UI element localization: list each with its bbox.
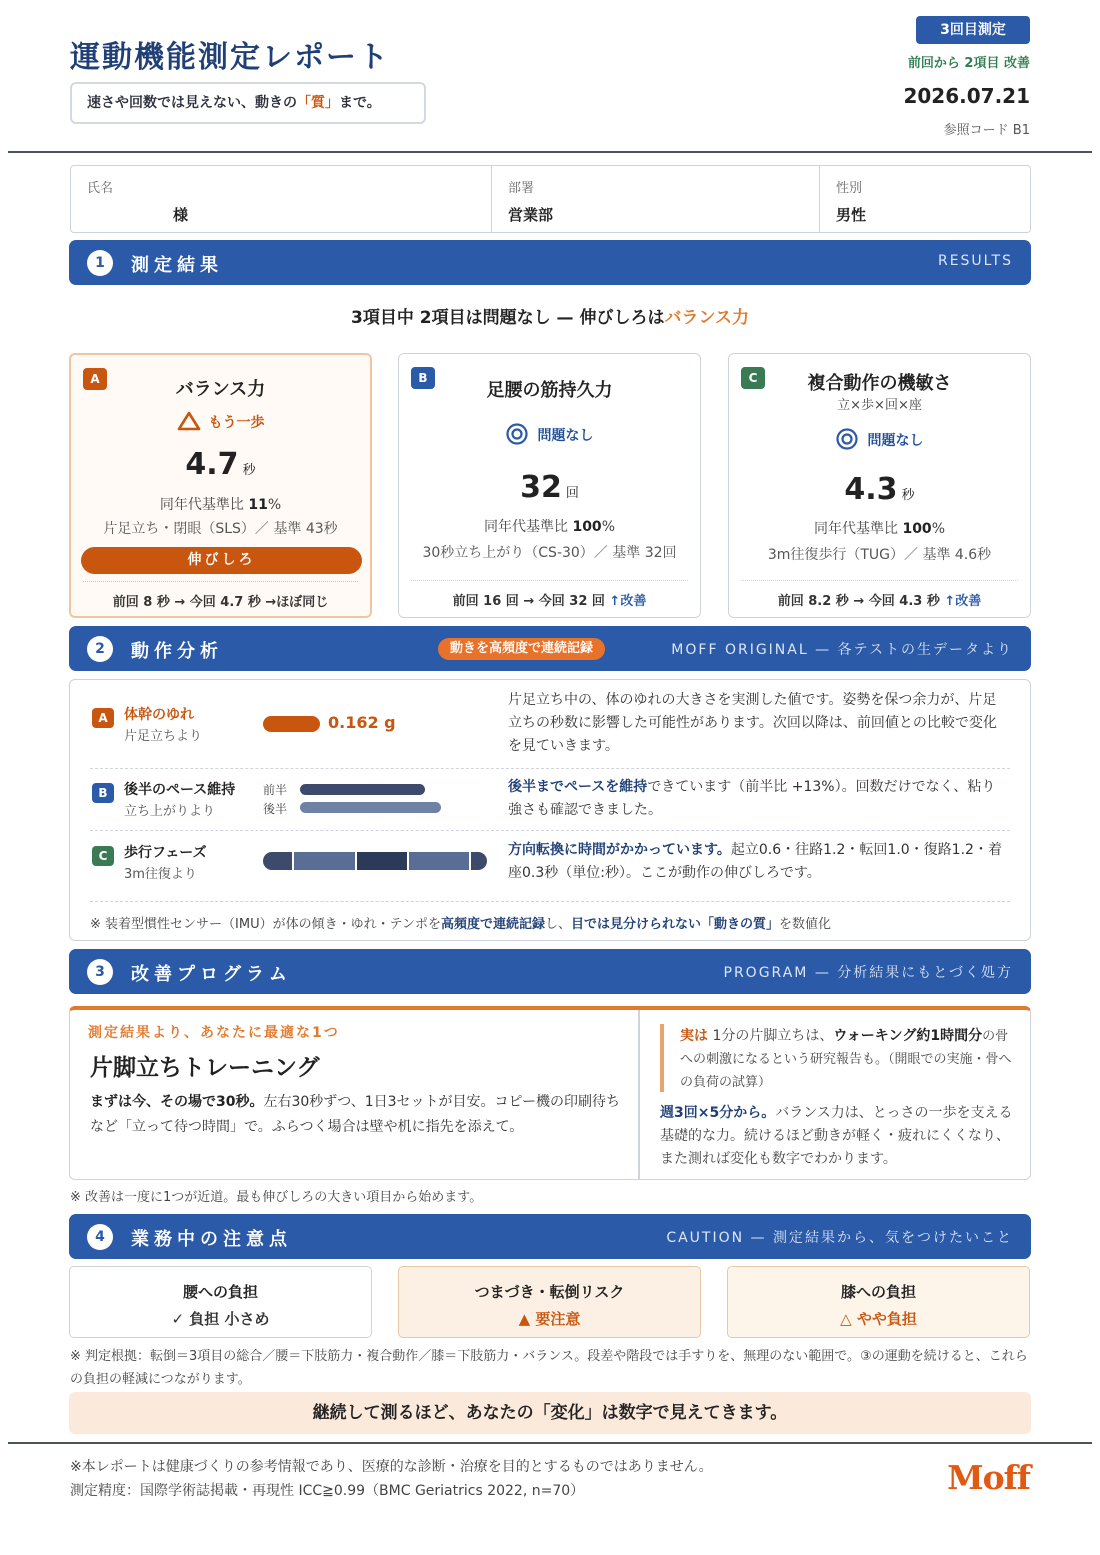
card-value (71, 447, 370, 482)
card-value-number: 32 (520, 470, 562, 505)
card-compare (729, 590, 1030, 609)
row-letter: C (92, 846, 114, 866)
card-title: 足腰の筋持久力 (486, 380, 613, 401)
disclaimer: ※本レポートは健康づくりの参考情報であり、医療的な診断・治療を目的とするものではありません。 (70, 1459, 713, 1475)
fact-emphasis: 実は (680, 1028, 708, 1044)
note-text-mid: し、 (544, 917, 571, 932)
section-caption: CAUTION — 測定結果から、気をつけたいこと (666, 1230, 1013, 1246)
caution-card-lower-back (69, 1266, 372, 1338)
personal-info-box (70, 165, 1031, 233)
compare-improved: ↑改善 (944, 594, 982, 609)
caution-status: △ やや負担 (840, 1310, 917, 1328)
row-source: 片足立ちより (124, 729, 203, 744)
ratio-unit: % (267, 497, 282, 513)
row-source: 3m往復より (124, 867, 197, 882)
name-cell (71, 166, 492, 232)
frequency-emphasis: 週3回×5分から。 (660, 1105, 776, 1121)
tagline-text-end: まで。 (339, 95, 381, 111)
ratio-value: 11 (248, 497, 268, 513)
ratio-label: 同年代基準比 (484, 519, 573, 535)
caution-title: 膝への負担 (840, 1283, 916, 1301)
card-letter: B (411, 367, 435, 389)
card-test: 片足立ち・閉眼（SLS）／ 基準 43秒 (103, 521, 338, 537)
caution-basis-note: ※ 判定根拠：転倒＝3項目の総合／腰＝下肢筋力・複合動作／膝＝下肢筋力・バランス。段差や階段では手すりを、無理のない範囲で。③の運動を続けると、これらの負担の軽減につながります。 (70, 1349, 1028, 1387)
card-letter: A (83, 368, 107, 390)
card-status-label: 問題なし (537, 428, 594, 444)
section-title: 改善プログラム (131, 964, 292, 985)
header-divider (8, 151, 1092, 153)
report-title: 運動機能測定レポート (70, 40, 390, 75)
sex-label: 性別 (836, 181, 863, 196)
row-letter: A (92, 708, 114, 728)
section-title: 測定結果 (131, 255, 223, 276)
section-number: 4 (87, 1224, 113, 1250)
section-caption: PROGRAM — 分析結果にもとづく処方 (723, 965, 1013, 981)
row-divider (90, 830, 1010, 831)
caution-status: ✓ 負担 小さめ (171, 1310, 270, 1328)
card-ratio (729, 518, 1030, 538)
section-number: 2 (87, 636, 113, 662)
target-circle-icon (506, 423, 528, 445)
card-value-number: 4.7 (185, 447, 239, 482)
row-description-text: 起立0.6・往路1.2・転回1.0・復路1.2・着座0.3秒（単位:秒）。ここが動作の伸びしろです。 (508, 842, 1002, 881)
program-body-emphasis: まずは今、その場で30秒。 (90, 1094, 264, 1110)
section-title: 動作分析 (131, 641, 223, 662)
card-status (71, 411, 370, 432)
headline-text: 3項目中 2項目は問題なし — 伸びしろは (351, 308, 665, 328)
sensor-note (90, 913, 831, 932)
growth-pill: 伸びしろ (81, 547, 362, 574)
card-status-label: もう一歩 (208, 415, 265, 431)
reference-code: 参照コード B1 (943, 123, 1030, 138)
card-divider (741, 580, 1018, 581)
sex-cell (820, 166, 1030, 232)
section-number: 1 (87, 250, 113, 276)
card-ratio (71, 494, 370, 514)
department-cell (492, 166, 820, 232)
result-card-balance (69, 353, 372, 618)
card-value (729, 472, 1030, 507)
row-source: 立ち上がりより (124, 804, 216, 819)
card-status-label: 問題なし (867, 433, 924, 449)
first-half-label: 前半 (263, 783, 288, 797)
row-name: 体幹のゆれ (124, 707, 194, 723)
footer-divider (8, 1442, 1092, 1444)
card-title: 複合動作の機敏さ (807, 373, 952, 394)
improvement-summary: 前回から 2項目 改善 (907, 56, 1030, 71)
row-description (508, 839, 1008, 885)
program-fact (680, 1025, 1020, 1094)
note-divider (90, 901, 1010, 902)
tagline (70, 82, 426, 124)
first-half-bar (300, 784, 425, 795)
card-value-unit: 秒 (242, 463, 256, 478)
headline-emphasis: バランス力 (664, 308, 749, 328)
second-half-bar (300, 802, 441, 813)
section-caption: MOFF ORIGINAL — 各テストの生データより (671, 642, 1013, 658)
fact-accent-bar (660, 1024, 664, 1092)
gait-phase-segment (263, 852, 294, 870)
gait-phase-bar (263, 852, 487, 870)
card-value-unit: 回 (565, 486, 579, 501)
section-caution-header (69, 1214, 1031, 1259)
card-test: 30秒立ち上がり（CS-30）／ 基準 32回 (422, 545, 677, 561)
results-headline (0, 303, 1100, 328)
card-letter: C (741, 367, 765, 389)
row-letter: B (92, 783, 114, 803)
tagline-text: 速さや回数では見えない、動きの (87, 95, 297, 111)
row-description (508, 776, 1008, 822)
tagline-emphasis: 「質」 (297, 95, 339, 111)
name-value: 様 (173, 206, 189, 224)
card-compare (399, 590, 700, 609)
card-divider (83, 581, 358, 582)
card-divider (411, 580, 688, 581)
program-frequency (660, 1102, 1020, 1171)
caution-title: つまづき・転倒リスク (474, 1283, 625, 1301)
row-name: 後半のペース維持 (124, 782, 236, 798)
section-number: 3 (87, 959, 113, 985)
frequency-text: バランス力は、とっさの一歩を支える基礎的な力。続けるほど動きが軽く・疲れにくくなり、また測れば変化も数字でわかります。 (660, 1105, 1013, 1167)
gait-phase-segment (409, 852, 472, 870)
accuracy-note: 測定精度：国際学術誌掲載・再現性 ICC≧0.99（BMC Geriatrics 2022, n=70） (70, 1483, 585, 1499)
ratio-label: 同年代基準比 (159, 497, 249, 513)
card-subtitle: 立×歩×回×座 (837, 398, 922, 413)
program-kicker: 測定結果より、あなたに最適な1つ (88, 1025, 340, 1041)
result-card-agility (728, 353, 1031, 618)
caution-title: 腰への負担 (182, 1283, 258, 1301)
card-status (399, 423, 700, 445)
card-value-unit: 秒 (901, 488, 915, 503)
ratio-unit: % (931, 521, 945, 537)
program-box (69, 1006, 1031, 1180)
target-circle-icon (836, 428, 858, 450)
card-status (729, 428, 1030, 450)
row-description-emphasis: 方向転換に時間がかかっています。 (508, 842, 731, 858)
caution-card-knee (727, 1266, 1030, 1338)
section-results-header (69, 240, 1031, 285)
card-compare (71, 591, 370, 610)
row-divider (90, 768, 1010, 769)
motion-analysis-box (69, 679, 1031, 941)
program-body (90, 1090, 620, 1140)
card-title: バランス力 (175, 379, 266, 400)
sex-value: 男性 (836, 206, 867, 224)
note-emphasis-quality: 目では見分けられない「動きの質」 (570, 917, 779, 932)
compare-text: 前回 8.2 秒 → 今回 4.3 秒 (777, 594, 945, 609)
row-name: 歩行フェーズ (124, 845, 207, 861)
section-program-header (69, 949, 1031, 994)
ratio-unit: % (601, 519, 615, 535)
note-text: ※ 装着型慣性センサー（IMU）が体の傾き・ゆれ・テンポを (90, 917, 441, 932)
moff-logo: Moff (947, 1458, 1030, 1497)
measurement-count-badge: 3回目測定 (916, 16, 1030, 44)
compare-text: 前回 8 秒 → 今回 4.7 秒 →ほぼ同じ (112, 595, 329, 610)
department-value: 営業部 (508, 206, 554, 224)
note-emphasis: 高頻度で連続記録 (440, 917, 545, 932)
row-description-emphasis: 後半までペースを維持 (508, 779, 648, 795)
program-body-text: 左右30秒ずつ、1日3セットが目安。コピー機の印刷待ちなど「立って待つ時間」で。ふらつく場合は壁や机に指先を添えて。 (90, 1094, 620, 1135)
second-half-label: 後半 (263, 802, 288, 816)
sway-bar (263, 716, 320, 732)
caution-card-fall-risk (398, 1266, 701, 1338)
section-caption: RESULTS (937, 253, 1013, 269)
card-value (399, 470, 700, 505)
row-description-text: できています（前半比 +13%）。回数だけでなく、粘り強さも確認できました。 (508, 779, 996, 818)
ratio-value: 100 (572, 519, 602, 535)
fact-text: 1分の片脚立ちは、 (708, 1028, 834, 1044)
program-divider (638, 1010, 640, 1180)
department-label: 部署 (508, 181, 535, 196)
row-description: 片足立ち中の、体のゆれの大きさを実測した値です。姿勢を保つ余力が、片足立ちの秒数に影響した可能性があります。次回以降は、前回値との比較で変化を見ていきます。 (508, 692, 997, 754)
report-date: 2026.07.21 (903, 84, 1030, 108)
name-label: 氏名 (87, 181, 114, 196)
sway-value: 0.162 g (328, 713, 396, 732)
fact-text-end: の骨への刺激になるという研究報告も。（開眼での実施・骨への負荷の試算） (680, 1029, 1012, 1090)
ratio-value: 100 (902, 521, 932, 537)
result-card-endurance (398, 353, 701, 618)
section-title: 業務中の注意点 (131, 1229, 292, 1250)
program-note: ※ 改善は一度に1つが近道。最も伸びしろの大きい項目から始めます。 (70, 1190, 483, 1205)
gait-phase-segment (357, 852, 409, 870)
section-analysis-header (69, 626, 1031, 671)
gait-phase-segment (294, 852, 357, 870)
note-text-end: を数値化 (779, 917, 832, 932)
closing-banner: 継続して測るほど、あなたの「変化」は数字で見えてきます。 (69, 1392, 1031, 1434)
ratio-label: 同年代基準比 (814, 521, 903, 537)
program-title: 片脚立ちトレーニング (90, 1055, 320, 1081)
continuous-recording-pill: 動きを高頻度で連続記録 (438, 638, 605, 660)
fact-emphasis-walking: ウォーキング約1時間分 (833, 1028, 983, 1044)
gait-phase-segment (471, 852, 487, 870)
card-test: 3m往復歩行（TUG）／ 基準 4.6秒 (767, 547, 992, 563)
card-ratio (399, 516, 700, 536)
compare-improved: ↑改善 (609, 594, 647, 609)
caution-status: ▲ 要注意 (518, 1310, 581, 1328)
compare-text: 前回 16 回 → 今回 32 回 (452, 594, 610, 609)
warning-triangle-icon (177, 411, 201, 431)
card-value-number: 4.3 (844, 472, 898, 507)
